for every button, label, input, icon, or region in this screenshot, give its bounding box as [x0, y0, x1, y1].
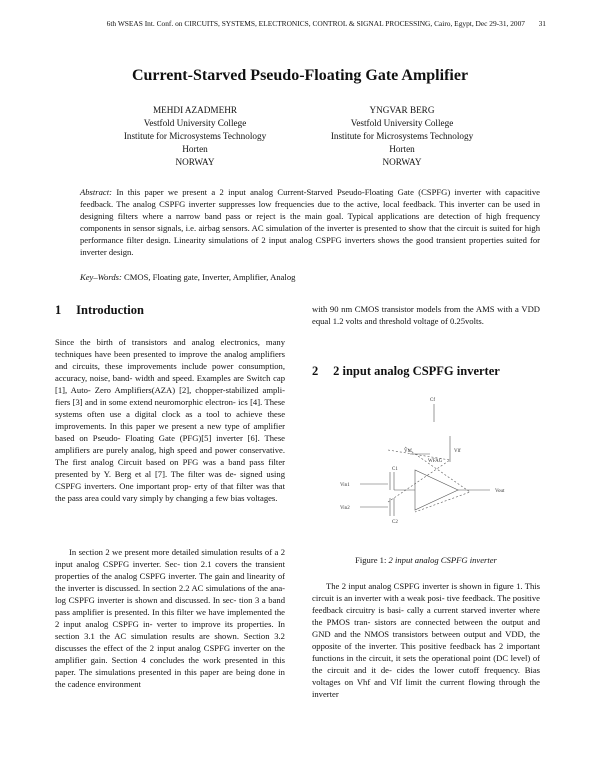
figure-1-schematic [330, 392, 530, 542]
text-line: 0.25volts. [449, 316, 484, 326]
author-college: Vestfold University College [143, 118, 247, 128]
text-line: CSPFG inverter. The gain and linearity of the inverter [55, 571, 285, 593]
text-line: filter presented by Y. Berg et al [7]. The filter was de- [55, 457, 285, 479]
text-line: erty of that filter was that the pass area could vary [55, 481, 285, 503]
section-2-paragraph [312, 580, 540, 700]
label-c2: C2 [392, 520, 398, 525]
abstract-line: inverter can be used in designing filters where a narrow band pass or reject is the main goal. Typical applications [80, 199, 540, 221]
label-vout: Vout [495, 489, 505, 494]
text-line: In section 2 we present more detailed simulation [69, 547, 238, 557]
schematic-wire [388, 450, 450, 502]
text-line: results of a 2 input analog CSPFG inverter. Sec- [55, 547, 285, 569]
intro-paragraph-2 [55, 546, 285, 690]
author-block-1 [75, 104, 315, 169]
text-line: Floating Gate (PFG)[5] inverter [6]. These amplifiers [55, 433, 285, 455]
section-1-heading [55, 303, 144, 318]
author-city: Horten [389, 144, 415, 154]
author-name: MEHDI AZADMEHR [153, 105, 237, 115]
author-block-2 [282, 104, 522, 169]
text-line: we present a new type of amplifier based on Pseudo- [55, 421, 285, 443]
text-line: and Vlf limit the current flowing through the inverter [312, 677, 540, 699]
abstract-line: are detection of high frequency components in sensor signals, i.e. airbag sensors. AC simulation of the inverter [80, 211, 541, 233]
text-line: sistors are connected between the output and GND [312, 617, 540, 639]
text-line: verter to improve its properties. In section 3.1 the AC [55, 619, 285, 641]
right-column-continuation [312, 303, 540, 327]
text-line: The 2 input analog CSPFG inverter is shown in [326, 581, 491, 591]
paper-title: Current-Starved Pseudo-Floating Gate Amplifier [131, 67, 469, 84]
text-line: presented in this paper. The simulations presented in [55, 655, 285, 677]
text-line: Since the birth of transistors and analog electronics, [55, 337, 260, 347]
text-line: the effect of the 2 input analog CSPFG inverter on [90, 643, 272, 653]
text-line: cides the lower cutoff frequency. Bias voltages on Vhf [312, 665, 540, 687]
text-line: with a VDD equal 1.2 volts and threshold voltage of [312, 304, 540, 326]
text-line: simply by changing a few bias voltages. [139, 493, 278, 503]
section-title: 2 input analog CSPFG inverter [333, 364, 500, 378]
text-line: the amplifier gain. Section 4 concludes the work [55, 643, 285, 665]
text-line: Zero Amplifiers(AZA) [2], chopper-stabilized ampli- [94, 385, 285, 395]
text-line: with 90 nm CMOS transistor models from the AMS [312, 304, 495, 314]
label-vhf: Vhf [404, 449, 412, 454]
caption-text: 2 input analog CSPFG inverter [388, 555, 497, 565]
text-line: and the NMOS transistors between output and VDD, [334, 629, 526, 639]
abstract-label: Abstract: [80, 187, 112, 197]
section-2-heading [312, 364, 500, 379]
abstract-line: is presented to show that the circuit is suited for high performance filter design. Linearity simulations of 2 input [80, 223, 540, 245]
text-line: we have implemented the 2 input analog CSPFG in- [55, 607, 285, 629]
abstract-line: analog CSPFG inverters shows the good transient properties suited for inverter design. [80, 235, 540, 257]
text-line: log CSPFG inverter is shown and discussed. In sec- [55, 595, 237, 605]
text-line: operational point (DC level) of the circuit and it de- [312, 653, 541, 675]
text-line: is discussed. In section 2.2 AC simulations of the ana- [97, 583, 286, 593]
abstract [80, 186, 540, 258]
intro-p2 [55, 546, 285, 690]
text-line: a tool to achieve these improvements. In this paper [55, 409, 286, 431]
label-cf: Cf [430, 398, 435, 403]
text-line: the opposite of the inverter. This positive feedback [312, 629, 540, 651]
keywords-label: Key–Words: [80, 272, 122, 282]
keywords [80, 271, 540, 283]
section-number: 2 [312, 364, 319, 378]
label-symbol: WFAG [428, 459, 443, 464]
figure-1-caption [312, 555, 540, 565]
text-line: fiers [3] and in some extend neuromorphic electron- [55, 397, 236, 407]
section-title: Introduction [76, 303, 144, 317]
label-vin1: Vin1 [340, 483, 350, 488]
text-line: ics [4]. These systems often use a digital clock as [55, 397, 285, 419]
text-line: figure 1. This circuit is an inverter with a weak posi- [312, 581, 540, 603]
author-country: NORWAY [382, 157, 422, 167]
author-institute: Institute for Microsystems Technology [123, 131, 267, 141]
text-line: this paper are being done in the cadence environment [55, 667, 285, 689]
label-vlf: Vlf [454, 449, 461, 454]
text-line: tion 3 a band pass amplifier is presented. In this filter [55, 595, 285, 617]
text-line: simulation results are shown. Section 3.2 discusses [55, 631, 285, 653]
abstract-line: capacitive feedback. The analog CSPFG inverter suppresses low frequencies due to the active, local feedback. This [80, 187, 541, 209]
continuation-paragraph [312, 303, 540, 327]
author-institute: Institute for Microsystems Technology [330, 131, 474, 141]
running-head-text: 6th WSEAS Int. Conf. on CIRCUITS, SYSTEMS, ELECTRONICS, CONTROL & SIGNAL PROCESSING, Cairo, Egypt, Dec 29-31, 2007 [106, 19, 525, 28]
abstract-line: In this paper we present a 2 input analog Current-Starved Pseudo-Floating Gate (CSPFG) inverter with [116, 187, 501, 197]
intro-p1 [55, 336, 285, 504]
text-line: cally a current starved inverter where the PMOS tran- [312, 605, 540, 627]
intro-paragraph-1 [55, 336, 285, 504]
text-line: are purely analog, high speed and power conservative. [92, 445, 285, 455]
author-country: NORWAY [175, 157, 215, 167]
keywords-text: CMOS, Floating gate, Inverter, Amplifier, Analog [124, 272, 296, 282]
text-line: has 2 important functions in the circuit, it sets the [312, 641, 540, 663]
caption-label: Figure 1: [355, 555, 387, 565]
text-line: The first analog Circuit based on PFG was a band pass [55, 457, 265, 467]
text-line: signed using CSPFG inverters. One important prop- [55, 469, 285, 491]
text-line: tion 2.1 covers the transient properties of the analog [55, 559, 285, 581]
section-2-p1 [312, 580, 540, 700]
author-college: Vestfold University College [350, 118, 454, 128]
inverter-symbol [415, 470, 458, 510]
text-line: many techniques have been presented to improve the [55, 337, 286, 359]
label-c1: C1 [392, 467, 398, 472]
author-city: Horten [182, 144, 208, 154]
page-number: 31 [538, 19, 546, 28]
text-line: tive feedback. The positive feedback circuitry is basi- [312, 593, 540, 615]
text-line: width and speed. Examples are Switch cap [1], Auto- [55, 373, 285, 395]
author-name: YNGVAR BERG [369, 105, 435, 115]
text-line: analog amplifiers and circuits, these improvements [55, 349, 285, 371]
section-number: 1 [55, 303, 62, 317]
text-line: include power consumption, accuracy, noise, band- [55, 361, 285, 383]
label-vin2: Vin2 [340, 506, 350, 511]
